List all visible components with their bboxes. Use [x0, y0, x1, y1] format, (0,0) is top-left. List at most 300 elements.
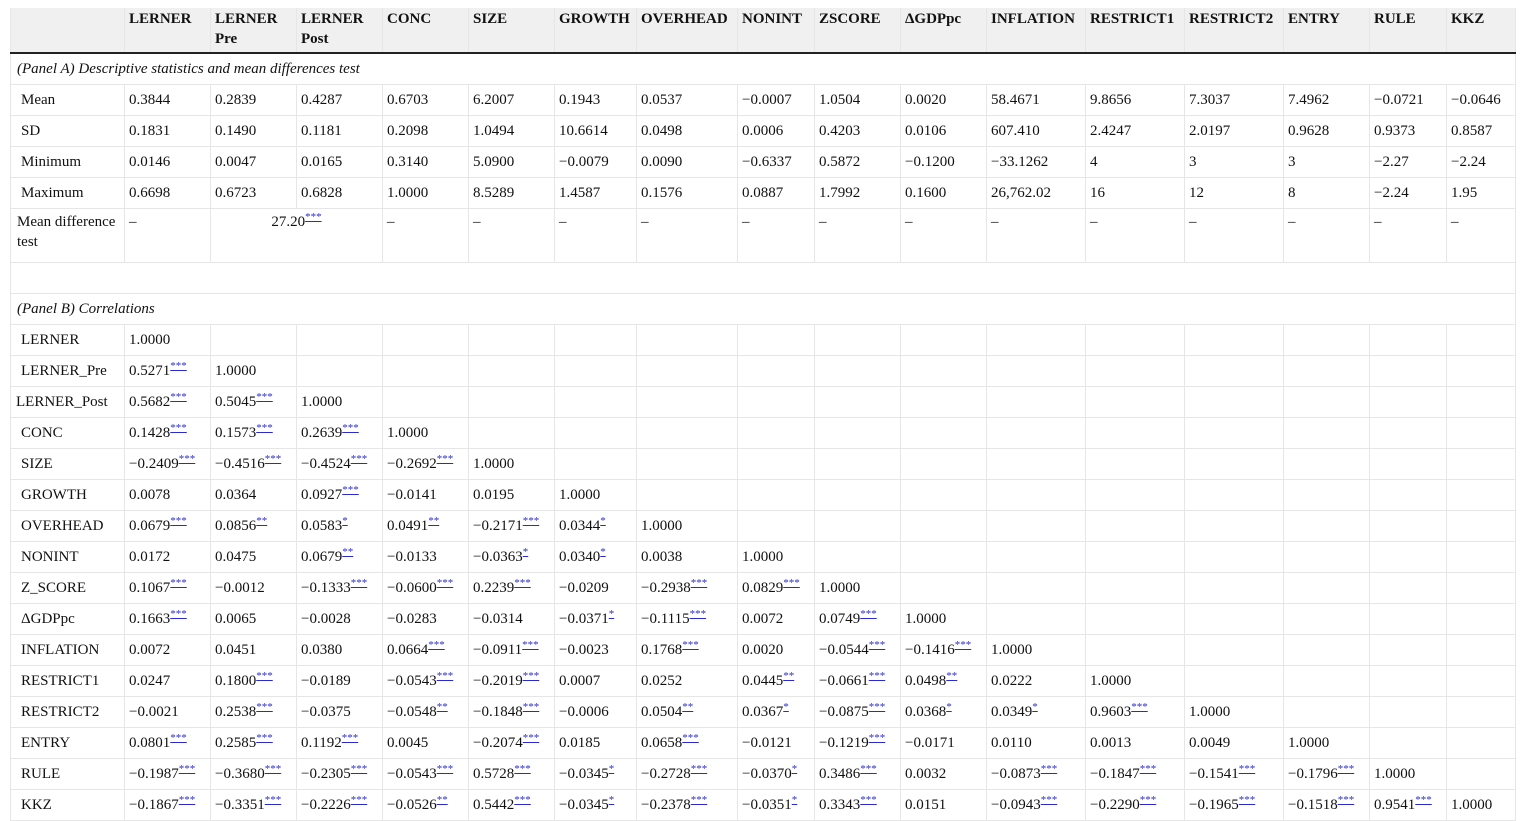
correlation-value: 0.0151 — [905, 796, 947, 813]
table-cell — [383, 727, 469, 758]
correlation-value: −0.0345 — [559, 796, 609, 813]
table-cell — [1284, 355, 1370, 386]
significance-marker[interactable]: *** — [436, 762, 454, 775]
table-cell — [738, 603, 815, 634]
table-cell — [1447, 758, 1516, 789]
table-cell — [125, 603, 211, 634]
table-cell: 0.3140 — [383, 146, 469, 177]
table-cell — [1086, 324, 1185, 355]
table-cell — [1185, 789, 1284, 820]
table-cell — [815, 572, 901, 603]
table-cell — [383, 324, 469, 355]
correlation-value: 0.0679 — [129, 517, 171, 534]
significance-marker[interactable]: *** — [868, 731, 886, 744]
table-cell: 0.1600 — [901, 177, 987, 208]
table-cell — [211, 634, 297, 665]
significance-marker[interactable]: *** — [170, 731, 187, 744]
spacer-cell — [11, 262, 1516, 293]
stat-row-sd — [11, 115, 1516, 146]
panel-a-title: (Panel A) Descriptive statistics and mean differences test — [11, 53, 1516, 84]
significance-marker[interactable]: *** — [342, 421, 359, 434]
correlation-row-gdppc — [11, 603, 1516, 634]
table-cell: −0.0646 — [1447, 84, 1516, 115]
table-cell: 0.0537 — [637, 84, 738, 115]
table-cell — [637, 696, 738, 727]
table-cell — [383, 758, 469, 789]
correlation-value: 0.0856 — [215, 517, 257, 534]
table-cell — [901, 324, 987, 355]
significance-marker[interactable]: ** — [946, 669, 958, 682]
correlation-value: −0.1848 — [473, 703, 523, 720]
table-cell: 10.6614 — [555, 115, 637, 146]
correlation-row-size — [11, 448, 1516, 479]
table-cell: 0.1943 — [555, 84, 637, 115]
significance-marker[interactable]: * — [791, 793, 798, 806]
row-label: ENTRY — [11, 727, 125, 758]
correlation-value: 0.0451 — [215, 641, 257, 658]
table-cell — [901, 789, 987, 820]
table-cell — [469, 758, 555, 789]
row-label: RULE — [11, 758, 125, 789]
table-cell — [738, 696, 815, 727]
correlation-value: −0.0189 — [301, 672, 351, 689]
significance-marker[interactable]: *** — [350, 793, 368, 806]
table-cell — [1185, 386, 1284, 417]
table-cell — [555, 417, 637, 448]
column-header-entry: ENTRY — [1284, 8, 1370, 53]
significance-marker[interactable]: * — [608, 607, 615, 620]
table-cell — [1185, 634, 1284, 665]
correlation-value: −0.1518 — [1288, 796, 1338, 813]
table-cell — [1447, 727, 1516, 758]
significance-marker[interactable]: *** — [682, 731, 699, 744]
table-cell: 0.8587 — [1447, 115, 1516, 146]
significance-marker[interactable]: ** — [428, 514, 440, 527]
table-cell — [297, 572, 383, 603]
column-header-rule: RULE — [1370, 8, 1447, 53]
table-cell: – — [738, 208, 815, 262]
correlation-value: 0.2538 — [215, 703, 257, 720]
significance-marker[interactable]: ** — [256, 514, 268, 527]
significance-marker[interactable]: *** — [522, 731, 540, 744]
significance-marker[interactable]: * — [600, 514, 606, 527]
significance-marker[interactable]: *** — [350, 452, 368, 465]
table-cell: 26,762.02 — [987, 177, 1086, 208]
correlation-value: 0.2639 — [301, 424, 343, 441]
table-cell — [469, 541, 555, 572]
significance-marker[interactable]: *** — [954, 638, 972, 651]
correlation-value: −0.0661 — [819, 672, 869, 689]
correlation-value: −0.2409 — [129, 455, 179, 472]
table-cell — [901, 634, 987, 665]
correlation-value: 0.3486 — [819, 765, 861, 782]
significance-marker[interactable]: *** — [522, 514, 540, 527]
significance-marker[interactable]: *** — [514, 762, 531, 775]
correlation-value: 0.1663 — [129, 610, 171, 627]
correlation-value: 0.0380 — [301, 641, 343, 658]
significance-marker[interactable]: * — [342, 514, 348, 527]
table-cell — [125, 696, 211, 727]
significance-marker[interactable]: *** — [436, 669, 454, 682]
significance-marker[interactable]: *** — [170, 421, 187, 434]
table-cell — [211, 572, 297, 603]
correlation-value: 0.1067 — [129, 579, 171, 596]
table-cell — [1284, 448, 1370, 479]
table-cell — [211, 479, 297, 510]
significance-marker[interactable]: * — [946, 700, 952, 713]
significance-marker[interactable]: *** — [514, 793, 531, 806]
significance-marker[interactable]: *** — [1040, 762, 1058, 775]
table-cell — [1284, 572, 1370, 603]
significance-marker[interactable]: *** — [1415, 793, 1432, 806]
significance-marker[interactable]: * — [1032, 700, 1038, 713]
table-cell: 5.0900 — [469, 146, 555, 177]
header-row — [11, 8, 1516, 53]
table-cell: – — [1370, 208, 1447, 262]
table-cell — [987, 541, 1086, 572]
correlation-value: −0.2290 — [1090, 796, 1140, 813]
table-cell: – — [469, 208, 555, 262]
table-cell: – — [555, 208, 637, 262]
significance-marker[interactable]: *** — [256, 669, 273, 682]
column-header-overhead: OVERHEAD — [637, 8, 738, 53]
table-cell — [469, 448, 555, 479]
significance-marker[interactable]: *** — [264, 793, 282, 806]
table-cell — [1370, 634, 1447, 665]
significance-marker[interactable]: *** — [436, 576, 454, 589]
table-cell — [1447, 634, 1516, 665]
table-cell: – — [987, 208, 1086, 262]
table-cell — [469, 572, 555, 603]
correlation-value: −0.0526 — [387, 796, 437, 813]
row-label: LERNER — [11, 324, 125, 355]
table-cell — [1086, 448, 1185, 479]
table-cell — [637, 758, 738, 789]
significance-marker[interactable]: *** — [868, 638, 886, 651]
significance-marker[interactable]: * — [608, 793, 615, 806]
significance-marker[interactable]: * — [783, 700, 789, 713]
row-label: RESTRICT2 — [11, 696, 125, 727]
table-cell — [1086, 727, 1185, 758]
table-cell — [297, 479, 383, 510]
significance-marker[interactable]: ** — [436, 700, 448, 713]
table-cell — [297, 324, 383, 355]
table-cell — [815, 727, 901, 758]
significance-marker[interactable]: *** — [682, 638, 699, 651]
table-cell — [1086, 510, 1185, 541]
table-cell — [815, 758, 901, 789]
significance-marker[interactable]: *** — [868, 700, 886, 713]
table-cell: −0.6337 — [738, 146, 815, 177]
table-cell — [297, 448, 383, 479]
correlation-value: 0.0801 — [129, 734, 171, 751]
table-cell — [1447, 510, 1516, 541]
table-cell — [1086, 665, 1185, 696]
significance-marker[interactable]: ** — [783, 669, 795, 682]
table-cell — [815, 789, 901, 820]
significance-marker[interactable]: * — [600, 545, 606, 558]
correlation-value: 0.0020 — [742, 641, 784, 658]
correlation-value: −0.3680 — [215, 765, 265, 782]
correlation-value: 0.5442 — [473, 796, 515, 813]
table-cell — [555, 541, 637, 572]
significance-marker[interactable]: *** — [256, 700, 273, 713]
table-cell: −33.1262 — [987, 146, 1086, 177]
table-cell — [987, 758, 1086, 789]
table-body — [11, 53, 1516, 820]
table-cell: – — [1284, 208, 1370, 262]
correlation-value: 0.0368 — [905, 703, 947, 720]
correlation-value: −0.0375 — [301, 703, 351, 720]
significance-marker[interactable]: *** — [350, 762, 368, 775]
significance-marker[interactable]: *** — [170, 390, 187, 403]
correlation-value: 0.5728 — [473, 765, 515, 782]
significance-marker[interactable]: *** — [264, 452, 282, 465]
correlation-row-z-score — [11, 572, 1516, 603]
table-cell — [1370, 448, 1447, 479]
table-cell — [125, 634, 211, 665]
table-cell — [297, 789, 383, 820]
table-cell — [738, 355, 815, 386]
significance-marker[interactable]: *** — [264, 762, 282, 775]
correlation-value: −0.0028 — [301, 610, 351, 627]
table-cell: 0.1576 — [637, 177, 738, 208]
table-cell — [637, 603, 738, 634]
table-cell — [1086, 634, 1185, 665]
correlation-value: 0.3343 — [819, 796, 861, 813]
table-cell — [383, 696, 469, 727]
table-cell — [987, 355, 1086, 386]
table-cell — [469, 727, 555, 758]
significance-marker[interactable]: *** — [256, 390, 273, 403]
significance-marker[interactable]: *** — [868, 669, 886, 682]
correlation-value: −0.2019 — [473, 672, 523, 689]
correlation-value: 0.0367 — [742, 703, 784, 720]
table-cell — [1284, 789, 1370, 820]
correlation-value: 1.0000 — [1090, 672, 1132, 689]
significance-marker[interactable]: *** — [350, 576, 368, 589]
table-cell — [987, 324, 1086, 355]
correlation-value: −0.2938 — [641, 579, 691, 596]
table-cell: 0.0090 — [637, 146, 738, 177]
significance-marker[interactable]: * — [608, 762, 615, 775]
significance-marker[interactable]: *** — [428, 638, 445, 651]
table-cell: 8 — [1284, 177, 1370, 208]
significance-marker[interactable]: *** — [522, 700, 540, 713]
correlation-value: 0.0583 — [301, 517, 343, 534]
table-cell — [555, 479, 637, 510]
row-label: Maximum — [11, 177, 125, 208]
table-cell — [1447, 479, 1516, 510]
significance-marker[interactable]: *** — [860, 607, 877, 620]
table-cell — [901, 417, 987, 448]
correlation-value: 1.0000 — [1189, 703, 1231, 720]
table-cell — [1284, 386, 1370, 417]
table-cell: 2.0197 — [1185, 115, 1284, 146]
correlation-row-lerner-pre — [11, 355, 1516, 386]
table-cell — [1370, 355, 1447, 386]
table-cell — [987, 634, 1086, 665]
significance-marker[interactable]: *** — [256, 731, 273, 744]
table-cell — [1447, 603, 1516, 634]
correlation-value: −0.1541 — [1189, 765, 1239, 782]
significance-marker[interactable]: *** — [690, 762, 708, 775]
correlation-value: −0.0548 — [387, 703, 437, 720]
row-label: INFLATION — [11, 634, 125, 665]
correlation-value: 0.5682 — [129, 393, 171, 410]
table-cell — [1284, 758, 1370, 789]
significance-marker[interactable]: *** — [170, 514, 187, 527]
table-cell — [815, 448, 901, 479]
correlation-value: 0.1800 — [215, 672, 257, 689]
table-cell — [211, 789, 297, 820]
table-cell: 1.4587 — [555, 177, 637, 208]
correlation-value: 0.0664 — [387, 641, 429, 658]
table-cell — [1370, 572, 1447, 603]
row-label: CONC — [11, 417, 125, 448]
correlation-value: 1.0000 — [742, 548, 784, 565]
column-header-inflation: INFLATION — [987, 8, 1086, 53]
table-cell — [1370, 603, 1447, 634]
table-cell — [297, 634, 383, 665]
significance-marker[interactable]: *** — [1040, 793, 1058, 806]
significance-marker[interactable]: *** — [689, 607, 707, 620]
significance-marker[interactable]: *** — [170, 607, 187, 620]
significance-marker[interactable]: ** — [682, 700, 694, 713]
significance-marker[interactable]: *** — [170, 359, 187, 372]
correlation-value: 0.0049 — [1189, 734, 1231, 751]
column-header-lerner: LERNER — [125, 8, 211, 53]
significance-marker[interactable]: *** — [178, 793, 196, 806]
table-cell — [987, 572, 1086, 603]
significance-marker[interactable]: * — [791, 762, 798, 775]
column-header-lerner-pre: LERNER Pre — [211, 8, 297, 53]
table-cell — [1447, 417, 1516, 448]
correlation-value: −0.1867 — [129, 796, 179, 813]
table-cell: 0.0146 — [125, 146, 211, 177]
correlation-value: −0.0283 — [387, 610, 437, 627]
table-cell — [815, 696, 901, 727]
significance-marker[interactable]: *** — [522, 638, 539, 651]
significance-marker[interactable]: ** — [342, 545, 354, 558]
correlation-value: 0.0658 — [641, 734, 683, 751]
table-cell — [815, 324, 901, 355]
significance-marker[interactable]: *** — [342, 483, 359, 496]
significance-marker[interactable]: *** — [522, 669, 540, 682]
table-cell: 0.6698 — [125, 177, 211, 208]
table-cell: 0.2098 — [383, 115, 469, 146]
significance-marker[interactable]: *** — [1139, 762, 1157, 775]
correlation-value: −0.1847 — [1090, 765, 1140, 782]
significance-marker[interactable]: *** — [178, 762, 196, 775]
table-cell — [1086, 758, 1185, 789]
significance-marker[interactable]: *** — [860, 793, 877, 806]
significance-marker[interactable]: *** — [690, 793, 708, 806]
table-cell — [815, 634, 901, 665]
correlation-row-inflation — [11, 634, 1516, 665]
table-cell — [383, 355, 469, 386]
table-cell — [901, 479, 987, 510]
significance-marker[interactable]: *** — [1337, 762, 1355, 775]
significance-marker[interactable]: *** — [436, 452, 454, 465]
correlation-value: 0.0749 — [819, 610, 861, 627]
table-cell — [383, 448, 469, 479]
table-cell: 0.4203 — [815, 115, 901, 146]
significance-marker[interactable]: *** — [178, 452, 196, 465]
table-cell — [901, 727, 987, 758]
table-cell — [1284, 324, 1370, 355]
significance-marker[interactable]: *** — [341, 731, 359, 744]
table-cell — [469, 634, 555, 665]
table-cell — [815, 665, 901, 696]
significance-marker[interactable]: *** — [1238, 762, 1256, 775]
significance-marker[interactable]: *** — [783, 576, 800, 589]
table-cell — [211, 727, 297, 758]
correlation-value: 1.0000 — [905, 610, 947, 627]
table-cell — [1447, 696, 1516, 727]
table-cell — [1284, 603, 1370, 634]
correlation-value: −0.2226 — [301, 796, 351, 813]
table-cell — [297, 510, 383, 541]
table-cell: −2.27 — [1370, 146, 1447, 177]
correlation-value: −0.0314 — [473, 610, 523, 627]
significance-marker[interactable]: *** — [1139, 793, 1157, 806]
table-cell — [125, 479, 211, 510]
significance-marker[interactable]: ** — [436, 793, 448, 806]
table-cell — [469, 386, 555, 417]
table-cell — [555, 324, 637, 355]
correlation-value: −0.0600 — [387, 579, 437, 596]
correlation-value: −0.0370 — [742, 765, 792, 782]
panel-a-title-row — [11, 53, 1516, 84]
correlation-value: 0.0078 — [129, 486, 171, 503]
correlation-value: −0.0121 — [742, 734, 792, 751]
correlation-value: 0.0072 — [129, 641, 171, 658]
correlation-value: 1.0000 — [1451, 796, 1493, 813]
row-label: LERNER_Pre — [11, 355, 125, 386]
table-cell: 0.1490 — [211, 115, 297, 146]
significance-marker[interactable]: *** — [1238, 793, 1256, 806]
significance-marker[interactable]: *** — [256, 421, 273, 434]
significance-marker[interactable]: *** — [170, 576, 187, 589]
table-cell — [987, 789, 1086, 820]
significance-marker[interactable]: *** — [514, 576, 531, 589]
table-cell: −0.0007 — [738, 84, 815, 115]
table-cell — [1370, 541, 1447, 572]
table-cell — [815, 479, 901, 510]
table-cell — [637, 510, 738, 541]
significance-marker[interactable]: *** — [690, 576, 708, 589]
table-cell: – — [1185, 208, 1284, 262]
table-cell — [211, 696, 297, 727]
significance-marker[interactable]: *** — [860, 762, 877, 775]
table-cell — [1370, 696, 1447, 727]
table-cell — [297, 727, 383, 758]
correlation-value: 1.0000 — [301, 393, 343, 410]
significance-marker[interactable]: * — [522, 545, 529, 558]
table-cell: −0.1200 — [901, 146, 987, 177]
significance-marker[interactable]: *** — [1337, 793, 1355, 806]
table-cell: – — [383, 208, 469, 262]
significance-marker[interactable]: *** — [1131, 700, 1148, 713]
table-cell — [1185, 696, 1284, 727]
table-cell — [383, 572, 469, 603]
significance-marker[interactable]: *** — [305, 210, 322, 223]
row-label: GROWTH — [11, 479, 125, 510]
table-cell: 0.4287 — [297, 84, 383, 115]
table-cell — [1185, 510, 1284, 541]
table-cell — [637, 479, 738, 510]
